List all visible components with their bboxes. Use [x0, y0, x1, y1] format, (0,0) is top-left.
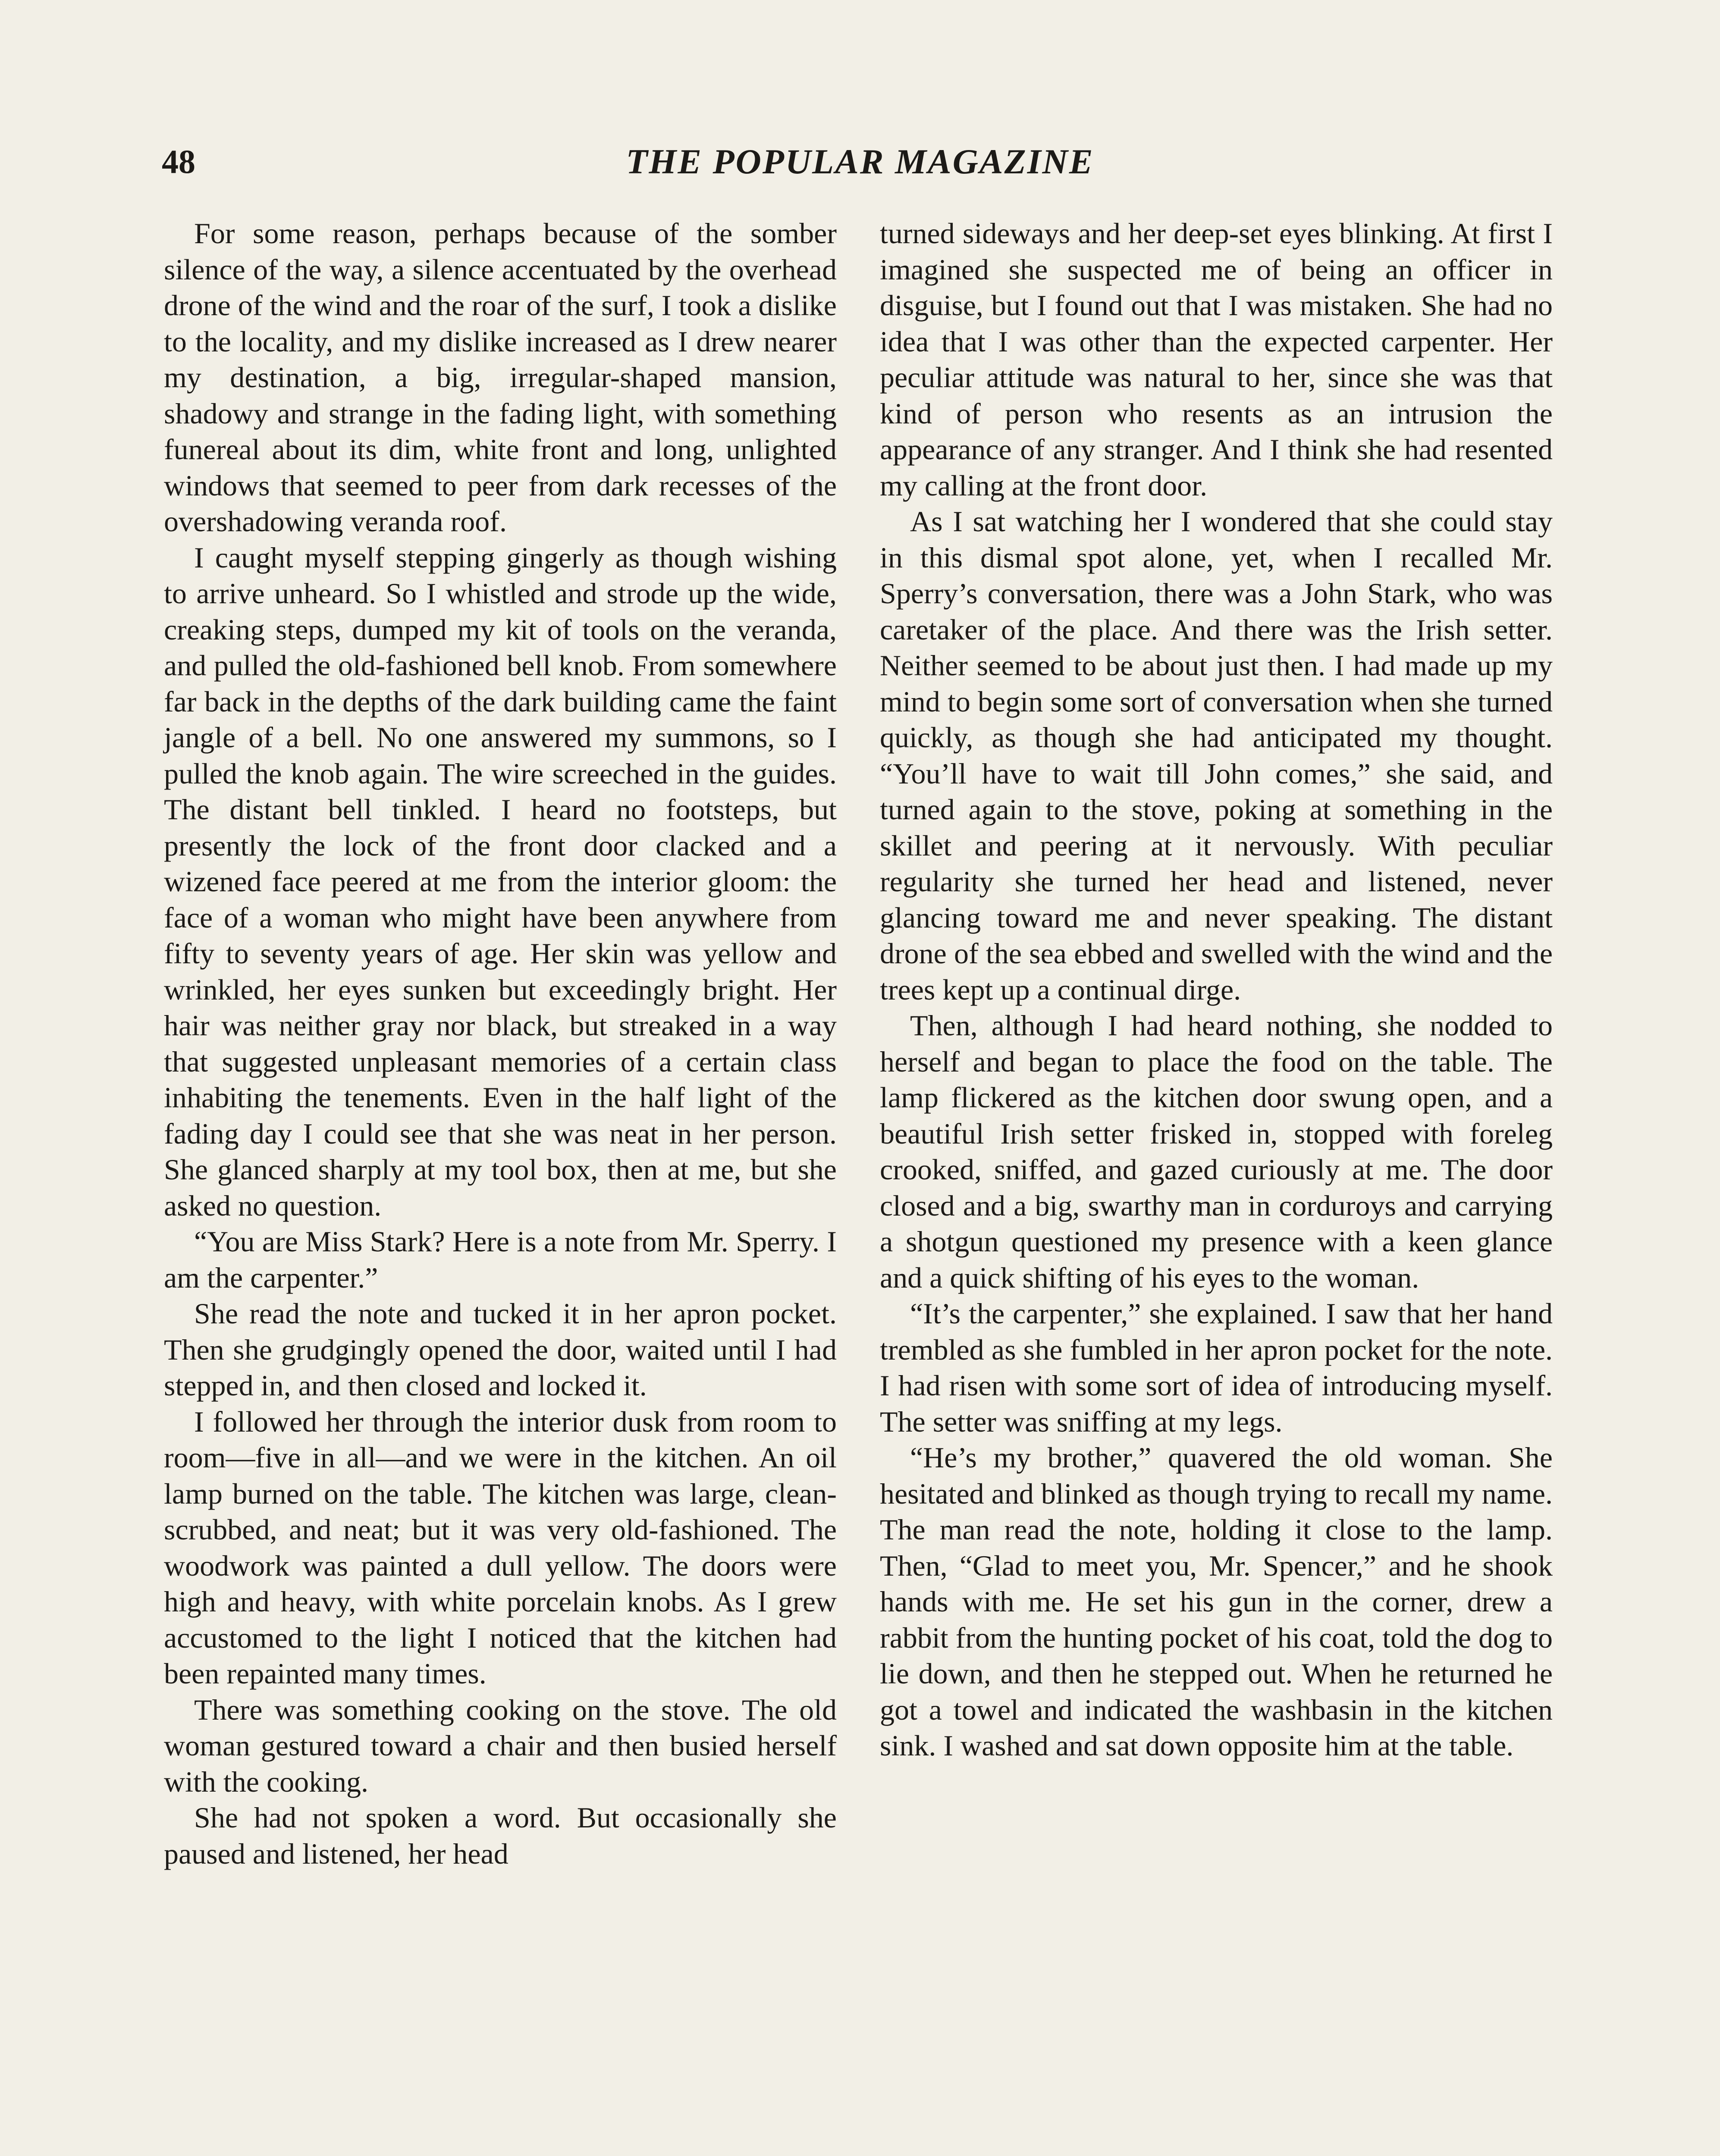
paragraph: “He’s my brother,” quavered the old woman. She hesitated and blinked as though trying to recall my name. The man read the note, holding it close to the lamp. Then, “Glad to meet you, Mr. Spencer,” and he shook hands with me. He set his gun in the corner, drew a rabbit from the hunting pocket of his coat, told the dog to lie down, and then he stepped out. When he returned he got a towel and indicated the washbasin in the kitchen sink. I washed and sat down opposite him at the table.	[880, 1441, 1553, 1762]
text-columns	[164, 216, 1553, 2156]
page-header	[162, 138, 1558, 185]
paragraph: She read the note and tucked it in her apron pocket. Then she grudgingly opened the door, waited until I had stepped in, and then closed and locked it.	[164, 1297, 837, 1402]
running-title: THE POPULAR MAGAZINE	[626, 142, 1094, 181]
paragraph: She had not spoken a word. But occasionally she paused and listened, her head	[164, 1801, 837, 1870]
paragraph: “It’s the carpenter,” she explained. I saw that her hand trembled as she fumbled in her apron pocket for the note. I had risen with some sort of idea of introducing myself. The setter was sniffing at my legs.	[880, 1297, 1553, 1438]
right-column	[880, 216, 1553, 2156]
paragraph: As I sat watching her I wondered that she could stay in this dismal spot alone, yet, when I recalled Mr. Sperry’s conversation, there was a John Stark, who was caretaker of the place. And there was the Irish setter. Neither seemed to be about just then. I had made up my mind to begin some sort of conversation when she turned quickly, as though she had anticipated my thought. “You’ll have to wait till John comes,” she said, and turned again to the stove, poking at something in the skillet and peering at it nervously. With peculiar regularity she turned her head and listened, never glancing toward me and never speaking. The distant drone of the sea ebbed and swelled with the wind and the trees kept up a continual dirge.	[880, 505, 1553, 1006]
paragraph: I followed her through the interior dusk from room to room—five in all—and we were in the kitchen. An oil lamp burned on the table. The kitchen was large, clean-scrubbed, and neat; but it was very old-fashioned. The woodwork was painted a dull yellow. The doors were high and heavy, with white porcelain knobs. As I grew accustomed to the light I noticed that the kitchen had been repainted many times.	[164, 1405, 837, 1690]
page-number: 48	[162, 143, 195, 180]
left-column	[164, 216, 837, 2156]
paragraph: I caught myself stepping gingerly as though wishing to arrive unheard. So I whistled and strode up the wide, creaking steps, dumped my kit of tools on the veranda, and pulled the old-fashioned bell knob. From somewhere far back in the depths of the dark building came the faint jangle of a bell. No one answered my summons, so I pulled the knob again. The wire screeched in the guides. The distant bell tinkled. I heard no footsteps, but presently the lock of the front door clacked and a wizened face peered at me from the interior gloom: the face of a woman who might have been anywhere from fifty to seventy years of age. Her skin was yellow and wrinkled, her eyes sunken but exceedingly bright. Her hair was neither gray nor black, but streaked in a way that suggested unpleasant memories of a certain class inhabiting the tenements. Even in the half light of the fading day I could see that she was neat in her person. She glanced sharply at my tool box, then at me, but she asked no question.	[164, 541, 837, 1222]
paragraph: There was something cooking on the stove. The old woman gestured toward a chair and then busied herself with the cooking.	[164, 1693, 837, 1798]
paragraph: Then, although I had heard nothing, she nodded to herself and began to place the food on the table. The lamp flickered as the kitchen door swung open, and a beautiful Irish setter frisked in, stopped with foreleg crooked, sniffed, and gazed curiously at me. The door closed and a big, swarthy man in corduroys and carrying a shotgun questioned my presence with a keen glance and a quick shifting of his eyes to the woman.	[880, 1009, 1553, 1294]
paragraph: For some reason, perhaps because of the somber silence of the way, a silence accentuated by the overhead drone of the wind and the roar of the surf, I took a dislike to the locality, and my dislike increased as I drew nearer my destination, a big, irregular-shaped mansion, shadowy and strange in the fading light, with something funereal about its dim, white front and long, unlighted windows that seemed to peer from dark recesses of the overshadowing veranda roof.	[164, 217, 837, 538]
paragraph-continued: turned sideways and her deep-set eyes blinking. At first I imagined she suspected me of being an officer in disguise, but I found out that I was mistaken. She had no idea that I was other than the expected carpenter. Her peculiar attitude was natural to her, since she was that kind of person who resents as an intrusion the appearance of any stranger. And I think she had resented my calling at the front door.	[880, 217, 1553, 502]
paragraph: “You are Miss Stark? Here is a note from Mr. Sperry. I am the carpenter.”	[164, 1225, 837, 1294]
